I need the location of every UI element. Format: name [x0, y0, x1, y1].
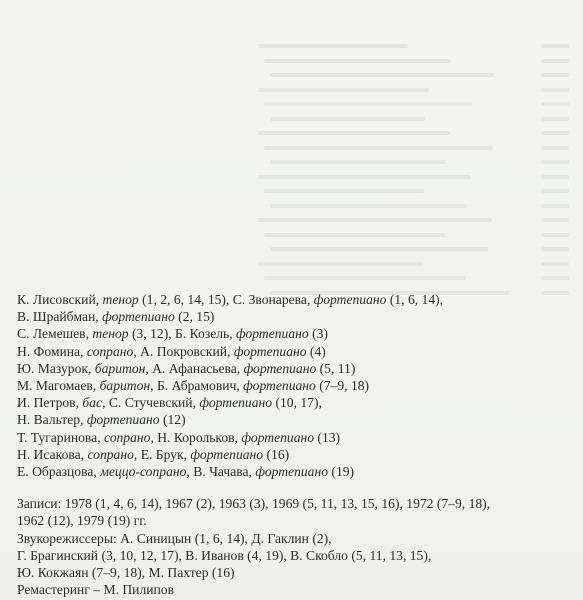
voice-role: баритон	[94, 360, 146, 376]
show-through-line	[258, 44, 408, 48]
show-through-mark	[541, 276, 569, 280]
show-through-mark	[541, 175, 569, 179]
performer-text: (5, 11)	[316, 360, 356, 376]
performer-text: (12)	[159, 412, 186, 428]
performer-text: Ю. Мазурок,	[17, 360, 95, 376]
voice-role: сопрано	[104, 429, 151, 445]
recording-line: 1962 (12), 1979 (19) гг.	[17, 513, 147, 529]
performers-list	[17, 291, 577, 480]
performer-line	[17, 308, 577, 325]
performer-line	[17, 411, 577, 428]
performer-text: , А. Афанасьева,	[145, 360, 244, 376]
show-through-mark	[541, 262, 569, 266]
show-through-mark	[541, 146, 569, 150]
show-through-mark	[541, 160, 569, 164]
voice-role: фортепиано	[102, 309, 175, 325]
show-through-line	[270, 160, 446, 164]
show-through-line	[264, 102, 472, 106]
show-through-line	[270, 117, 425, 121]
performer-line	[17, 343, 577, 360]
performer-text: Т. Тугаринова,	[17, 429, 104, 445]
performer-text: С. Лемешев,	[17, 326, 93, 342]
performer-text: , В. Чачава,	[186, 464, 256, 480]
performer-text: (4)	[306, 343, 326, 359]
voice-role: фортепиано	[241, 429, 315, 445]
performer-text: Е. Образцова,	[17, 464, 101, 480]
show-through-line	[264, 146, 493, 150]
performer-text: М. Магомаев,	[17, 378, 100, 394]
show-through-mark	[541, 189, 569, 193]
performer-line	[17, 446, 577, 463]
performer-text: (1, 2, 6, 14, 15), С. Звонарева,	[138, 292, 314, 307]
voice-role: баритон	[99, 378, 151, 394]
performer-text: (1, 6, 14),	[386, 292, 444, 307]
show-through-line	[270, 247, 488, 251]
show-through-line	[258, 175, 471, 179]
recording-line: Ю. Кокжаян (7–9, 18), М. Пахтер (16)	[17, 565, 235, 581]
show-through-line	[258, 262, 423, 266]
performer-text: К. Лисовский,	[17, 292, 103, 307]
show-through-line	[258, 88, 429, 92]
performer-text: , Н. Корольков,	[150, 429, 242, 445]
performer-line	[17, 429, 577, 446]
show-through-mark	[541, 102, 569, 106]
show-through-line	[258, 218, 492, 222]
voice-role: фортепиано	[243, 360, 317, 376]
show-through-line	[258, 131, 450, 135]
voice-role: фортепиано	[313, 292, 387, 307]
performer-text: Н. Вальтер,	[17, 412, 87, 428]
recording-line: Звукорежиссеры: А. Синицын (1, 6, 14), Д. Гаклин (2),	[17, 530, 332, 546]
performer-line	[17, 360, 577, 377]
show-through-line	[264, 59, 451, 63]
show-through-mark	[541, 44, 569, 48]
voice-role: тенор	[102, 292, 139, 307]
voice-role: тенор	[92, 326, 129, 342]
performer-text: (13)	[314, 429, 341, 445]
voice-role: фортепиано	[86, 412, 160, 428]
section-spacer	[17, 480, 577, 495]
voice-role: фортепиано	[243, 378, 316, 394]
recording-line: Г. Брагинский (3, 10, 12, 17), В. Иванов (4, 19), В. Скобло (5, 11, 13, 15),	[17, 547, 432, 563]
show-through-mark	[541, 218, 569, 222]
performer-text: , Б. Абрамович,	[150, 378, 244, 394]
voice-role: фортепиано	[199, 395, 273, 411]
performer-text: (7–9, 18)	[315, 378, 370, 394]
show-through-mark	[541, 247, 569, 251]
show-through-mark	[541, 204, 569, 208]
performer-text: , А. Покровский,	[133, 343, 234, 359]
performer-text: И. Петров,	[17, 395, 83, 411]
performer-text: (16)	[263, 446, 290, 462]
voice-role: меццо-сопрано	[100, 464, 187, 480]
show-through-mark	[541, 59, 569, 63]
show-through-line	[264, 233, 445, 237]
credits-block	[17, 291, 577, 598]
performer-text: , С. Стучевский,	[102, 395, 200, 411]
performer-text: (19)	[328, 464, 355, 480]
performer-text: (2, 15)	[174, 309, 215, 325]
performer-text: , Е. Брук,	[133, 446, 191, 462]
show-through-line	[270, 204, 467, 208]
performer-line	[17, 291, 577, 308]
performer-line	[17, 463, 577, 480]
show-through-mark	[541, 73, 569, 77]
performer-line	[17, 325, 577, 342]
voice-role: фортепиано	[190, 446, 264, 462]
show-through-mark	[541, 131, 569, 135]
recording-line: Записи: 1978 (1, 4, 6, 14), 1967 (2), 1963 (3), 1969 (5, 11, 13, 15, 16), 1972 (7–9, 18),	[17, 496, 491, 512]
performer-text: Н. Фомина,	[17, 343, 87, 359]
show-through-line	[264, 276, 466, 280]
show-through-line	[270, 73, 494, 77]
voice-role: сопрано	[86, 343, 134, 359]
show-through-mark	[541, 88, 569, 92]
voice-role: бас	[82, 395, 103, 411]
voice-role: фортепиано	[233, 343, 307, 359]
voice-role: фортепиано	[236, 326, 309, 342]
performer-text: (3)	[308, 326, 328, 342]
performer-line	[17, 377, 577, 394]
show-through-mark	[541, 117, 569, 121]
show-through-line	[264, 189, 424, 193]
performer-text: В. Шрайбман,	[17, 309, 103, 325]
recording-details	[17, 495, 577, 598]
performer-text: (3, 12), Б. Козель,	[128, 326, 237, 342]
performer-line	[17, 394, 577, 411]
recording-line: Ремастеринг – М. Пилипов	[17, 582, 175, 598]
voice-role: сопрано	[87, 446, 134, 462]
voice-role: фортепиано	[255, 464, 329, 480]
performer-text: Н. Исакова,	[17, 446, 88, 462]
performer-text: (10, 17),	[272, 395, 322, 411]
show-through-mark	[541, 233, 569, 237]
